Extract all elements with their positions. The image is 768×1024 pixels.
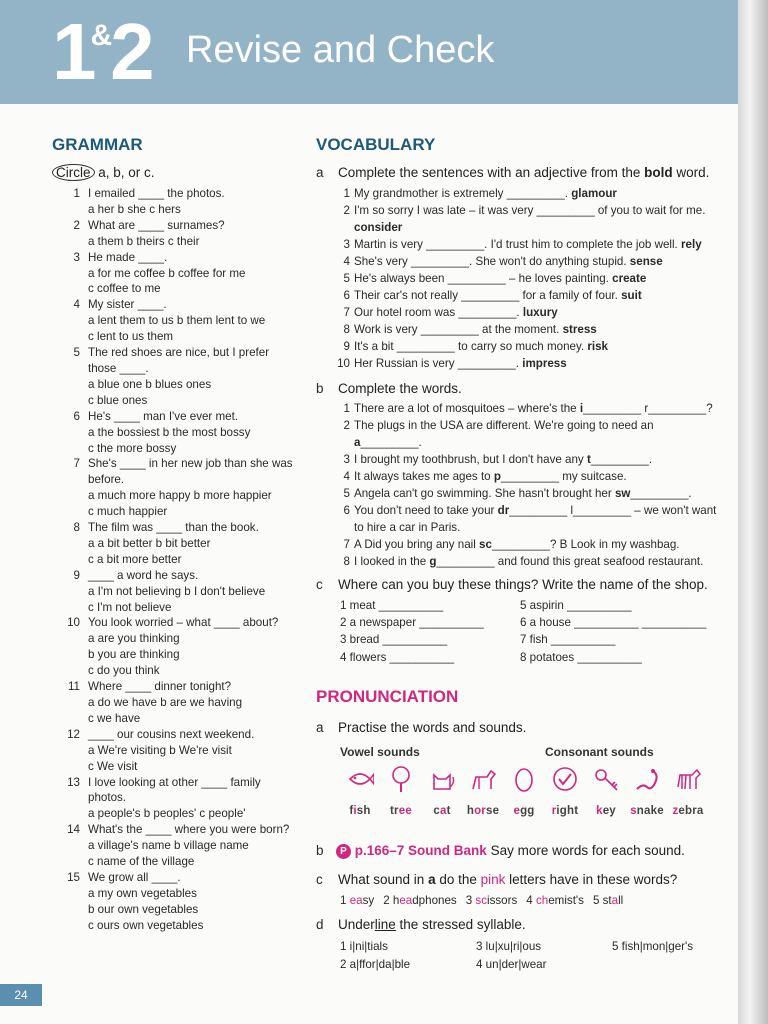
- word-highlight: i: [353, 805, 357, 817]
- word-highlight: a: [611, 894, 619, 907]
- item-sentence[interactable]: [336, 253, 721, 270]
- answer-options[interactable]: c coffee to me: [88, 282, 161, 296]
- tree-icon: [387, 765, 415, 793]
- answer-options[interactable]: c do you think: [88, 664, 160, 678]
- page-number: 24: [0, 984, 42, 1006]
- sound-card[interactable]: [586, 765, 626, 817]
- bold-word: luxury: [522, 306, 558, 319]
- item-number: 10: [337, 357, 350, 370]
- answer-options[interactable]: a my own vegetables: [88, 886, 197, 900]
- grammar-question: [54, 679, 294, 727]
- bold-word: impress: [522, 357, 567, 370]
- sentence-text: My grandmother is extremely _________.: [354, 187, 568, 200]
- answer-options[interactable]: c I'm not believe: [88, 600, 172, 614]
- grammar-heading: GRAMMAR: [52, 135, 143, 154]
- bold-word: suit: [621, 289, 642, 302]
- question-number: 10: [67, 616, 80, 630]
- item-sentence[interactable]: [336, 355, 721, 372]
- sentence-start: It always takes me ages to: [354, 470, 494, 483]
- word-number: 4: [526, 894, 533, 907]
- answer-options[interactable]: c blue ones: [88, 393, 148, 407]
- word-part: h: [466, 805, 475, 817]
- sentence-start: I brought my toothbrush, but I don't have any: [354, 453, 587, 466]
- question-number: 13: [67, 775, 80, 789]
- vocab-a-item: [336, 270, 721, 287]
- sound-word: [504, 805, 544, 817]
- shop-list-right: [520, 597, 710, 666]
- sentence-start: There are a lot of mosquitoes – where's the: [354, 402, 580, 415]
- sound-card[interactable]: [422, 765, 462, 817]
- sentence-text: It's a bit _________ to carry so much money.: [354, 340, 585, 353]
- vocab-a-list: [336, 185, 721, 372]
- shop-list-left: [340, 597, 530, 666]
- word-highlight: z: [672, 805, 679, 817]
- right-icon: [551, 765, 579, 793]
- question-number: 11: [67, 680, 80, 694]
- stress-word-3: 3 lu|xu|ri|ous: [476, 940, 542, 953]
- item-sentence[interactable]: [336, 287, 721, 304]
- sound-word: [463, 805, 503, 817]
- vocab-b-item: [336, 417, 721, 451]
- question-text: He's ____ man I've ever met.: [88, 409, 239, 423]
- question-number: 8: [73, 521, 80, 535]
- item-sentence[interactable]: [336, 236, 721, 253]
- unit-number: 1&2: [52, 7, 151, 96]
- sound-card[interactable]: [340, 765, 380, 817]
- sentence-end: _________.: [630, 487, 692, 500]
- bold-word: stress: [562, 323, 597, 336]
- answer-options[interactable]: b our own vegetables: [88, 902, 199, 916]
- item-number: 9: [343, 340, 350, 353]
- question-number: 7: [73, 457, 80, 471]
- item-sentence[interactable]: [336, 304, 721, 321]
- sentence-text: Martin is very _________. I'd trust him to complete the job well.: [354, 238, 678, 251]
- item-sentence[interactable]: [336, 338, 721, 355]
- question-number: 2: [73, 218, 80, 232]
- sentence-start: A Did you bring any nail: [354, 538, 480, 551]
- bold-word: rely: [681, 238, 702, 251]
- sound-word: [668, 805, 708, 817]
- sound-card[interactable]: [545, 765, 585, 817]
- grammar-question: [54, 822, 294, 870]
- grammar-question: [54, 615, 294, 679]
- stress-word-5: 5 fish|mon|ger's: [612, 940, 694, 953]
- grammar-question: [54, 727, 294, 775]
- item-number: 1: [343, 187, 350, 200]
- word-part: issors: [487, 894, 518, 907]
- word-part: ll: [618, 894, 624, 907]
- bold-word: create: [612, 272, 647, 285]
- item-sentence[interactable]: [336, 417, 721, 451]
- sound-pictures-row: [340, 765, 710, 825]
- pink-letter-word[interactable]: [383, 894, 457, 907]
- pink-letter-word[interactable]: [340, 894, 374, 907]
- question-text: I emailed ____ the photos.: [88, 187, 225, 200]
- sentence-text: She's very _________. She won't do anything stupid.: [354, 255, 627, 268]
- item-sentence[interactable]: [336, 502, 721, 536]
- sentence-end: _________ r_________?: [583, 402, 713, 415]
- answer-options[interactable]: a are you thinking: [88, 632, 180, 646]
- sentence-text: I'm so sorry I was late – it was very _________ of you to wait for me.: [354, 204, 706, 217]
- pron-b-letter: b: [316, 843, 324, 858]
- pink-letter-word[interactable]: [593, 894, 623, 907]
- word-part: ight: [556, 805, 579, 817]
- question-text: ____ a word he says.: [88, 568, 199, 582]
- sound-word: [586, 805, 626, 817]
- question-number: 14: [67, 823, 80, 837]
- sound-word: [545, 805, 585, 817]
- item-sentence[interactable]: [336, 485, 721, 502]
- word-highlight: e: [513, 805, 521, 817]
- question-number: 12: [67, 727, 80, 741]
- grammar-question: [54, 345, 294, 409]
- sound-card[interactable]: [504, 765, 544, 817]
- word-part: h: [392, 894, 400, 907]
- shop-item[interactable]: 6 a house __________ __________: [520, 616, 707, 630]
- word-part: t: [446, 805, 451, 817]
- answer-options[interactable]: a do we have b are we having: [88, 696, 243, 709]
- word-highlight: sc: [475, 894, 487, 907]
- shop-item[interactable]: 2 a newspaper __________: [340, 616, 484, 630]
- item-number: 5: [343, 272, 350, 285]
- question-text: What's the ____ where you were born?: [88, 823, 290, 837]
- sentence-end: _________? B Look in my washbag.: [491, 538, 680, 551]
- answer-options[interactable]: a We're visiting b We're visit: [88, 743, 232, 757]
- item-number: 2: [343, 204, 350, 217]
- item-number: 6: [343, 504, 350, 517]
- question-text: Where ____ dinner tonight?: [88, 680, 232, 694]
- shop-item[interactable]: 7 fish __________: [520, 633, 616, 647]
- pron-a-letter: a: [316, 720, 324, 735]
- item-number: 1: [343, 402, 350, 415]
- answer-options[interactable]: a I'm not believing b I don't believe: [88, 584, 266, 598]
- item-sentence[interactable]: [336, 321, 721, 338]
- sound-word: [381, 805, 421, 817]
- stress-word-1: 1 i|ni|tials: [340, 940, 388, 953]
- sentence-end: _________.: [590, 453, 653, 466]
- sentence-start: Angela can't go swimming. She hasn't brought her: [354, 487, 615, 500]
- word-part: tr: [390, 805, 399, 817]
- book-spine: [738, 0, 768, 1024]
- shop-item[interactable]: 1 meat __________: [340, 599, 444, 612]
- sentence-end: _________ l_________ – we won't want to hire a car in Paris.: [354, 504, 717, 534]
- consonant-sounds-heading: Consonant sounds: [545, 745, 654, 759]
- pron-c-words: [340, 892, 632, 909]
- bold-word: risk: [587, 340, 609, 353]
- question-number: 1: [73, 187, 80, 200]
- answer-options[interactable]: c ours own vegetables: [88, 918, 204, 932]
- vocab-a-item: [336, 287, 721, 304]
- answer-options[interactable]: a a bit better b bit better: [88, 536, 211, 550]
- question-text: I love looking at other ____ family photos.: [88, 775, 261, 805]
- stress-word-2: 2 a|ffor|da|ble: [340, 958, 411, 971]
- answer-options[interactable]: a village's name b village name: [88, 839, 249, 853]
- word-number: 5: [592, 894, 600, 907]
- item-number: 4: [343, 255, 350, 268]
- answer-options[interactable]: a people's b peoples' c people': [88, 807, 246, 821]
- word-part: dphones: [412, 894, 457, 907]
- bold-word: sense: [629, 255, 663, 268]
- word-highlight: ee: [398, 805, 412, 817]
- question-number: 9: [73, 568, 80, 582]
- item-number: 5: [343, 487, 350, 500]
- item-number: 8: [343, 555, 350, 568]
- vocab-b-instruction: Complete the words.: [338, 381, 462, 396]
- sound-word: [340, 805, 380, 817]
- vocab-a-item: [336, 185, 721, 202]
- word-part: se: [485, 805, 500, 817]
- question-text: ____ our cousins next weekend.: [88, 727, 255, 741]
- shop-item[interactable]: 4 flowers __________: [340, 650, 455, 664]
- word-start: i: [579, 402, 584, 415]
- word-part: nake: [636, 805, 664, 817]
- item-sentence[interactable]: [336, 468, 721, 485]
- question-text: The red shoes are nice, but I prefer those ____.: [88, 346, 270, 375]
- word-part: sy: [362, 894, 375, 907]
- item-number: 7: [343, 306, 350, 319]
- sentence-text: Her Russian is very _________.: [354, 357, 519, 370]
- word-highlight: a: [439, 805, 447, 817]
- key-icon: [592, 765, 620, 793]
- sentence-start: You don't need to take your: [354, 504, 498, 517]
- pink-letter-word[interactable]: [526, 894, 584, 907]
- vocab-b-item: [336, 468, 721, 485]
- item-number: 3: [343, 238, 350, 251]
- vocab-a-item: [336, 253, 721, 270]
- word-part: sh: [356, 805, 371, 817]
- zebra-icon: [674, 765, 702, 793]
- sentence-end: _________.: [360, 436, 422, 449]
- item-sentence[interactable]: [336, 536, 721, 553]
- grammar-question: [54, 568, 294, 616]
- answer-options[interactable]: b you are thinking: [88, 648, 180, 662]
- header-banner: [0, 0, 738, 104]
- word-part: gg: [520, 805, 535, 817]
- grammar-question: [54, 218, 294, 250]
- vocab-a-item: [336, 338, 721, 355]
- grammar-question: [54, 297, 294, 345]
- item-sentence[interactable]: [336, 451, 721, 468]
- sound-card[interactable]: [627, 765, 667, 817]
- vocab-a-item: [336, 202, 721, 236]
- sound-card[interactable]: [381, 765, 421, 817]
- answer-options[interactable]: a the bossiest b the most bossy: [88, 425, 251, 439]
- answer-options[interactable]: c name of the village: [88, 855, 195, 869]
- grammar-question: [54, 409, 294, 457]
- stress-word-4: 4 un|der|wear: [476, 958, 547, 971]
- answer-options[interactable]: c We visit: [88, 759, 138, 773]
- sound-word: [422, 805, 462, 817]
- word-start: p: [493, 470, 501, 483]
- vocab-b-item: [336, 485, 721, 502]
- grammar-question: [54, 186, 294, 218]
- sentence-end: _________ my suitcase.: [500, 470, 627, 483]
- word-number: 2: [383, 894, 390, 907]
- pron-a-instruction: Practise the words and sounds.: [338, 720, 527, 735]
- word-highlight: r: [551, 805, 557, 817]
- word-part: c: [433, 805, 440, 817]
- fish-icon: [346, 765, 374, 793]
- vocab-b-item: [336, 502, 721, 536]
- sentence-text: Their car's not really _________ for a family of four.: [354, 289, 618, 302]
- word-part: st: [602, 894, 612, 907]
- cat-icon: [428, 765, 456, 793]
- grammar-question-list: [54, 186, 294, 934]
- grammar-question: [54, 250, 294, 298]
- item-sentence[interactable]: [336, 400, 721, 417]
- sentence-start: I looked in the: [354, 555, 430, 568]
- page-title: Revise and Check: [186, 29, 495, 71]
- sentence-text: He's always been _________ – he loves painting.: [354, 272, 609, 285]
- pron-c-letter: c: [316, 872, 323, 887]
- grammar-instruction: Circle a, b, or c.: [52, 164, 155, 181]
- sound-bank-icon: P: [336, 844, 351, 859]
- vocab-b-item: [336, 451, 721, 468]
- vocab-b-item: [336, 400, 721, 417]
- item-sentence[interactable]: [336, 185, 721, 202]
- vocab-c-instruction: Where can you buy these things? Write the name of the shop.: [338, 577, 708, 592]
- vocab-a-item: [336, 236, 721, 253]
- vocab-b-item: [336, 536, 721, 553]
- grammar-question: [54, 520, 294, 568]
- word-highlight: ea: [349, 894, 363, 907]
- shop-item[interactable]: 3 bread __________: [340, 633, 448, 647]
- word-highlight: ea: [399, 894, 413, 907]
- pron-b-instruction: P p.166–7 Sound Bank Say more words for each sound.: [336, 842, 685, 859]
- question-number: 4: [73, 298, 80, 312]
- horse-icon: [469, 765, 497, 793]
- item-number: 6: [343, 289, 350, 302]
- snake-icon: [633, 765, 661, 793]
- shop-item[interactable]: 8 potatoes __________: [520, 650, 642, 664]
- answer-options[interactable]: a them b theirs c their: [88, 234, 200, 248]
- bold-word: consider: [354, 221, 403, 234]
- answer-options[interactable]: c a bit more better: [88, 552, 182, 566]
- pink-letter-word[interactable]: [466, 894, 518, 907]
- vowel-sounds-heading: Vowel sounds: [340, 745, 420, 759]
- answer-options[interactable]: c lent to us them: [88, 330, 174, 344]
- answer-options[interactable]: a blue one b blues ones: [88, 377, 212, 391]
- question-text: We grow all ____.: [88, 870, 181, 884]
- vocab-a-letter: a: [316, 165, 324, 180]
- answer-options[interactable]: c much happier: [88, 505, 168, 519]
- answer-options[interactable]: a lent them to us b them lent to we: [88, 314, 266, 328]
- question-number: 5: [73, 346, 80, 360]
- answer-options[interactable]: a her b she c hers: [88, 202, 181, 216]
- item-sentence[interactable]: [336, 202, 721, 236]
- word-highlight: or: [474, 805, 486, 817]
- question-number: 6: [73, 409, 80, 423]
- answer-options[interactable]: a much more happy b more happier: [88, 489, 272, 503]
- sound-card[interactable]: [668, 765, 708, 817]
- word-start: a: [354, 436, 361, 449]
- sentence-text: Our hotel room was _________.: [354, 306, 520, 319]
- pronunciation-heading: PRONUNCIATION: [316, 687, 459, 706]
- pron-d-instruction: Underline the stressed syllable.: [338, 917, 526, 932]
- answer-options[interactable]: c the more bossy: [88, 441, 177, 455]
- word-start: t: [586, 453, 591, 466]
- sentence-start: The plugs in the USA are different. We're going to need an: [354, 419, 654, 432]
- word-highlight: k: [596, 805, 603, 817]
- egg-icon: [510, 765, 538, 793]
- question-text: My sister ____.: [88, 298, 167, 312]
- vocabulary-heading: VOCABULARY: [316, 135, 436, 154]
- question-number: 15: [67, 870, 80, 884]
- question-text: The film was ____ than the book.: [88, 521, 259, 535]
- sound-card[interactable]: [463, 765, 503, 817]
- vocab-b-item: [336, 553, 721, 570]
- word-number: 3: [465, 894, 473, 907]
- sentence-end: _________ and found this great seafood restaurant.: [436, 555, 704, 568]
- sound-word: [627, 805, 667, 817]
- word-highlight: ch: [535, 894, 549, 907]
- item-number: 8: [343, 323, 350, 336]
- vocab-b-letter: b: [316, 381, 324, 396]
- grammar-question: [54, 456, 294, 520]
- item-number: 4: [343, 470, 350, 483]
- question-text: You look worried – what ____ about?: [88, 616, 279, 630]
- pron-d-letter: d: [316, 917, 324, 932]
- word-start: sc: [479, 538, 492, 551]
- shop-item[interactable]: 5 aspirin __________: [520, 599, 632, 612]
- sentence-text: Work is very _________ at the moment.: [354, 323, 560, 336]
- word-highlight: s: [630, 805, 637, 817]
- answer-options[interactable]: a for me coffee b coffee for me: [88, 266, 246, 280]
- pron-c-instruction: What sound in a do the pink letters have in these words?: [338, 872, 678, 887]
- word-part: f: [349, 805, 354, 817]
- grammar-question: [54, 870, 294, 934]
- word-part: emist's: [548, 894, 584, 907]
- word-part: ebra: [678, 805, 704, 817]
- word-start: g: [429, 555, 437, 568]
- word-part: ey: [602, 805, 616, 817]
- word-start: sw: [614, 487, 631, 500]
- item-sentence[interactable]: [336, 553, 721, 570]
- answer-options[interactable]: c we have: [88, 711, 141, 725]
- bold-word: glamour: [571, 187, 617, 200]
- question-text: What are ____ surnames?: [88, 218, 225, 232]
- vocab-a-item: [336, 321, 721, 338]
- question-text: He made ____.: [88, 250, 168, 264]
- word-start: dr: [497, 504, 510, 517]
- vocab-a-instruction: Complete the sentences with an adjective from the bold word.: [338, 165, 710, 180]
- item-number: 2: [343, 419, 350, 432]
- item-number: 3: [343, 453, 350, 466]
- vocab-a-item: [336, 355, 721, 372]
- word-number: 1: [340, 894, 347, 907]
- question-number: 3: [73, 250, 80, 264]
- vocab-a-item: [336, 304, 721, 321]
- item-sentence[interactable]: [336, 270, 721, 287]
- vocab-b-list: [336, 400, 721, 570]
- vocab-c-letter: c: [316, 577, 323, 592]
- grammar-question: [54, 775, 294, 823]
- question-text: She's ____ in her new job than she was before.: [88, 457, 293, 487]
- item-number: 7: [343, 538, 350, 551]
